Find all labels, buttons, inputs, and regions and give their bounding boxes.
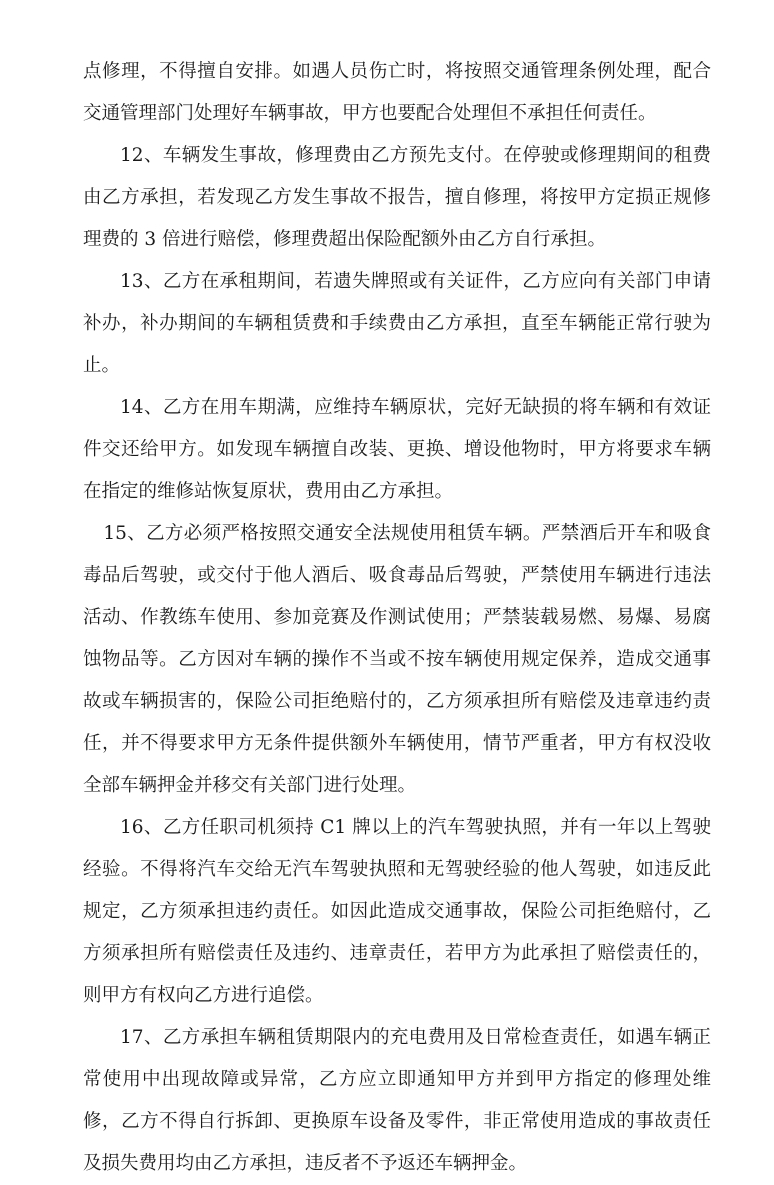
paragraph-clause-12: 12、车辆发生事故，修理费由乙方预先支付。在停驶或修理期间的租费由乙方承担，若发现乙方发生事故不报告，擅自修理，将按甲方定损正规修理费的 3 倍进行赔偿，修理费超出保险配额外由乙方自行承担。 (83, 145, 711, 250)
paragraph-clause-16: 16、乙方任职司机须持 C1 牌以上的汽车驾驶执照，并有一年以上驾驶经验。不得将汽车交给无汽车驾驶执照和无驾驶经验的他人驾驶，如违反此规定，乙方须承担违约责任。如因此造成交通事故，保险公司拒绝赔付，乙方须承担所有赔偿责任及违约、违章责任，若甲方为此承担了赔偿责任的，则甲方有权向乙方进行追偿。 (83, 817, 711, 1006)
paragraph-continuation: 点修理，不得擅自安排。如遇人员伤亡时，将按照交通管理条例处理，配合交通管理部门处理好车辆事故，甲方也要配合处理但不承担任何责任。 (83, 61, 711, 124)
paragraph-clause-14: 14、乙方在用车期满，应维持车辆原状，完好无缺损的将车辆和有效证件交还给甲方。如发现车辆擅自改装、更换、增设他物时，甲方将要求车辆在指定的维修站恢复原状，费用由乙方承担。 (83, 397, 711, 502)
paragraph-clause-13: 13、乙方在承租期间，若遗失牌照或有关证件，乙方应向有关部门申请补办，补办期间的车辆租赁费和手续费由乙方承担，直至车辆能正常行驶为止。 (83, 271, 711, 376)
document-page (83, 51, 711, 1185)
paragraph-clause-17: 17、乙方承担车辆租赁期限内的充电费用及日常检查责任，如遇车辆正常使用中出现故障或异常，乙方应立即通知甲方并到甲方指定的修理处维修，乙方不得自行拆卸、更换原车设备及零件，非正常使用造成的事故责任及损失费用均由乙方承担，违反者不予返还车辆押金。 (83, 1027, 711, 1174)
paragraph-clause-15: 15、乙方必须严格按照交通安全法规使用租赁车辆。严禁酒后开车和吸食毒品后驾驶，或交付于他人酒后、吸食毒品后驾驶，严禁使用车辆进行违法活动、作教练车使用、参加竞赛及作测试使用；严禁装载易燃、易爆、易腐蚀物品等。乙方因对车辆的操作不当或不按车辆使用规定保养，造成交通事故或车辆损害的，保险公司拒绝赔付的，乙方须承担所有赔偿及违章违约责任，并不得要求甲方无条件提供额外车辆使用，情节严重者，甲方有权没收全部车辆押金并移交有关部门进行处理。 (83, 523, 711, 796)
